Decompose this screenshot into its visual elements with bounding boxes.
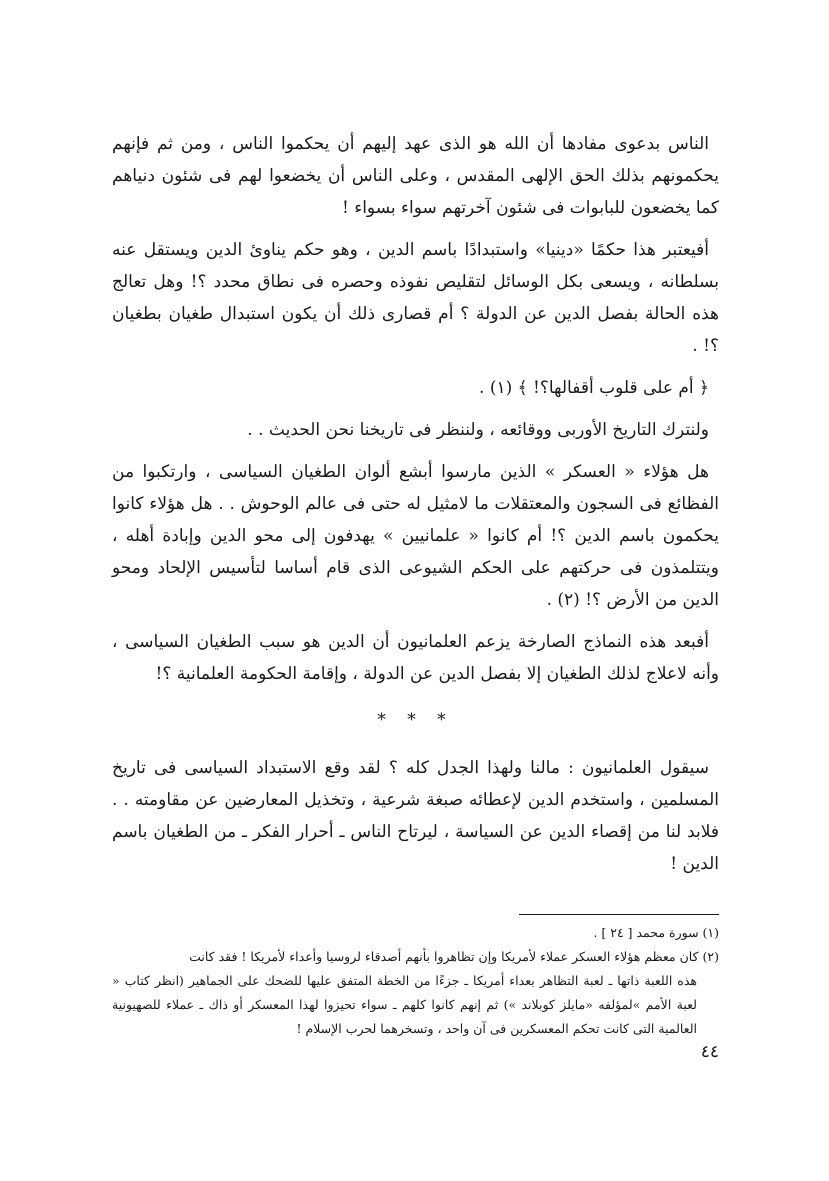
paragraph-4: ولنترك التاريخ الأوربى ووقائعه ، ولننظر فى تاريخنا نحن الحديث . . <box>247 420 709 440</box>
footnote-1: (١) سورة محمد [ ٢٤ ] . <box>593 925 719 940</box>
section-separator: * * * <box>377 710 454 730</box>
page-body <box>112 128 719 1128</box>
paragraph-7: سيقول العلمانيون : مالنا ولهذا الجدل كله ؟ لقد وقع الاستبداد السياسى فى تاريخ المسلمين ، واستخدم الدين لإعطائه صبغة شرعية ، وتخذيل المعارضين عن مقاومته . . فلابد لنا من إقصاء الدين عن السياسة ، ليرتاح الناس ـ أحرار الفكر ـ من الطغيان باسم الدين ! <box>112 758 719 874</box>
footnote-2-first-line: (٢) كان معظم هؤلاء العسكر عملاء لأمريكا وإن تظاهروا بأنهم أصدقاء لروسيا وأعداء لأمريكا ! فقد كانت <box>189 949 719 964</box>
paragraph-5: هل هؤلاء « العسكر » الذين مارسوا أبشع ألوان الطغيان السياسى ، وارتكبوا من الفظائع فى السجون والمعتقلات ما لامثيل له حتى فى عالم الوحوش . . هل هؤلاء كانوا يحكمون باسم الدين ؟! أم كانوا « علمانيين » يهدفون إلى محو الدين وإبادة أهله ، ويتتلمذون فى حركتهم على الحكم الشيوعى الذى قام أساسا لتأسيس الإلحاد ومحو الدين من الأرض ؟! (٢) . <box>112 462 719 610</box>
paragraph-1: الناس بدعوى مفادها أن الله هو الذى عهد إليهم أن يحكموا الناس ، ومن ثم فإنهم يحكمونهم بذلك الحق الإلهى المقدس ، وعلى الناس أن يخضعوا لهم فى شئون دنياهم كما يخضعون للبابوات فى شئون آخرتهم سواء بسواء ! <box>112 134 719 218</box>
page-number: ٤٤ <box>700 1042 719 1062</box>
quran-verse: ﴿ أم على قلوب أقفالها؟! ﴾ (١) . <box>479 378 709 398</box>
paragraph-2: أفيعتبر هذا حكمًا «دينيا» واستبدادًا باسم الدين ، وهو حكم يناوئ الدين ويستقل عنه بسلطانه ، ويسعى بكل الوسائل لتقليص نفوذه وحصره فى نطاق محدد ؟! وهل تعالج هذه الحالة بفصل الدين عن الدولة ؟ أم قصارى ذلك أن يكون استبدال طغيان بطغيان ؟! . <box>112 240 719 356</box>
paragraph-6: أفبعد هذه النماذج الصارخة يزعم العلمانيون أن الدين هو سبب الطغيان السياسى ، وأنه لاعلاج لذلك الطغيان إلا بفصل الدين عن الدولة ، وإقامة الحكومة العلمانية ؟! <box>112 632 719 684</box>
footnote-2-continuation: هذه اللعبة ذاتها ـ لعبة التظاهر بعداء أمريكا ـ جزءًا من الخطة المتفق عليها للضحك على الجماهير (انظر كتاب « لعبة الأمم »لمؤلفه «مايلز كوبلاند ») ثم إنهم كانوا كلهم ـ سواء تحيزوا لهذا المعسكر أو ذاك ـ عملاء للصهيونية العالمية التى كانت تحكم المعسكرين فى آن واحد ، وتسخرهما لحرب الإسلام ! <box>112 973 697 1036</box>
footnote-rule <box>519 914 719 915</box>
